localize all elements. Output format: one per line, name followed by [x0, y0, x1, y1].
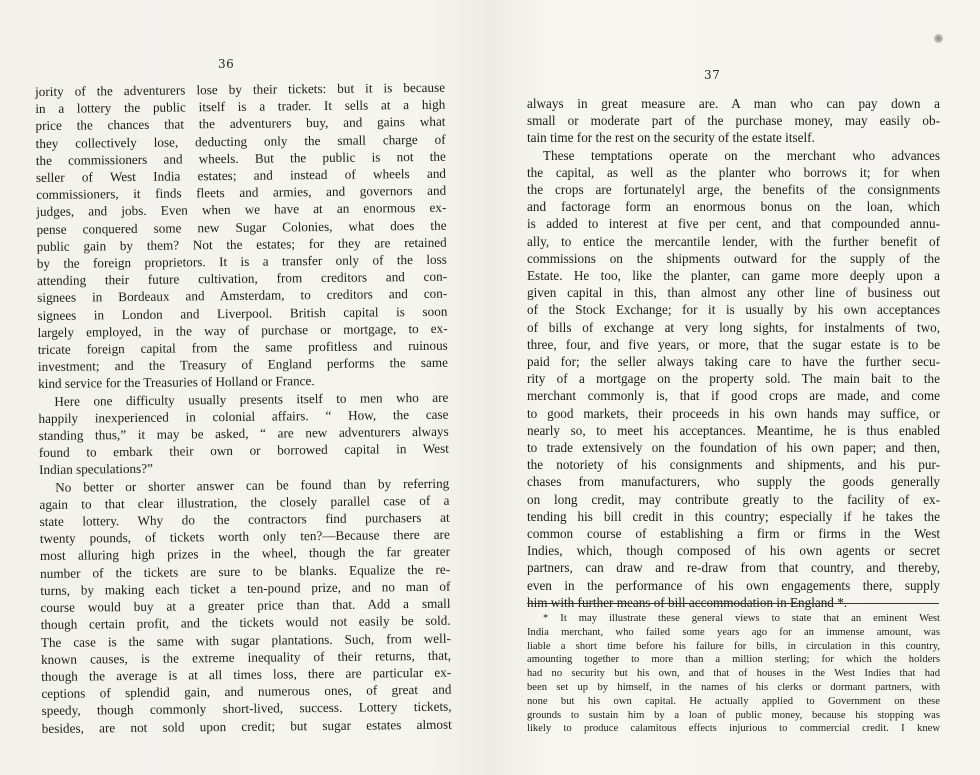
text-line: ally, to entice the mercantile lender, with the further benefit of	[527, 233, 940, 249]
text-line: though certain profit, and the tickets would not easily be sold.	[40, 612, 451, 633]
text-line: tending his bill credit in this country; especially if he takes the	[527, 508, 940, 524]
text-line: common course of establishing a firm or firms in the West	[527, 526, 940, 542]
text-line: These temptations operate on the merchant who advances	[543, 147, 940, 163]
text-line: largely employed, in the way of purchase or mortgage, to ex-	[37, 320, 448, 340]
text-line: of bills of exchange at very long sights, for instalments of two,	[527, 319, 940, 335]
text-line: No better or shorter answer can be found than by referring	[55, 475, 450, 495]
text-line: tain time for the rest on the security of the estate itself.	[527, 130, 815, 146]
text-line: though the average is at all times loss, there are particular ex-	[41, 664, 452, 684]
binding-hole-mark	[934, 34, 943, 43]
footnote	[527, 612, 940, 736]
text-line: state lottery. Why do the contractors find purchasers at	[39, 509, 450, 530]
footnote-line: * It may illustrate these general views to state that an eminent West	[543, 613, 940, 624]
text-line: the capital, as well as the planter who borrows it; for when	[527, 164, 940, 180]
footnote-line: liable a short time before his failure for bills, in circulation in this country,	[527, 640, 940, 652]
footnote-line: had no security but his own, and that of houses in the West Indies that had	[527, 668, 940, 680]
text-line: chases from manufacturers, who supply the goods generally	[527, 474, 940, 490]
footnote-line: amounting together to more than a million sterling; for which the holders	[527, 654, 940, 666]
text-line: even in the performance of his own engagements there, supply	[527, 577, 940, 593]
text-line: to good markets, their proceeds in his own hands may suffice, or	[527, 405, 940, 421]
text-line: rity of a mortgage on the property sold. The main bait to the	[527, 371, 940, 387]
text-line: Indian speculations?”	[38, 461, 154, 478]
text-line: found to embark their own or borrowed capital in West	[38, 440, 449, 461]
page-number: 37	[704, 68, 721, 82]
text-line: the notoriety of his consignments and shipments, and his pur-	[527, 457, 940, 473]
text-line: signees in London and Liverpool. British capital is soon	[37, 303, 448, 323]
footnote-rule	[527, 603, 939, 604]
text-line: always in great measure are. A man who can pay down a	[527, 96, 940, 111]
text-line: again to that clear illustration, the closely parallel case of a	[39, 492, 450, 512]
text-line: ceptions of splendid gain, and numerous ones, of great and	[41, 681, 452, 702]
footnote-line: been set up by himself, in the names of his clerks or dormant partners, with	[527, 681, 940, 693]
text-line: jority of the adventurers lose by their tickets: but it is because	[35, 79, 446, 99]
text-line: public gain by them? Not the estates; for they are retained	[36, 234, 447, 254]
text-line: twenty pounds, of tickets worth only ten?—Because there are	[39, 526, 450, 547]
text-line: happily inexperienced in colonial affairs. “ How, the case	[38, 406, 449, 426]
text-line: partners, can draw and re-draw from that country, and thereby,	[527, 560, 940, 576]
footnote-line: India merchant, who failed some years ago for an immense amount, was	[527, 626, 940, 638]
text-line: small or moderate part of the purchase money, may easily ob-	[527, 113, 940, 129]
text-line: commissions on the shipments outward for the supply of the	[527, 250, 940, 266]
text-line: to trade extensively on the foundation of his own paper; and then,	[527, 440, 940, 456]
text-line: known causes, is the extreme inequality of their returns, that,	[40, 647, 452, 667]
text-line: course would buy at a greater price than that. Add a small	[40, 595, 451, 616]
text-line: they collectively lose, deducting only the small charge of	[35, 131, 446, 151]
text-line: Indies, which, though composed of his own agents or secret	[527, 543, 940, 559]
text-line: Here one difficulty usually presents itself to men who are	[54, 389, 449, 409]
text-line: standing thus,” it may be asked, “ are new adventurers always	[38, 423, 449, 444]
footnote-line: none but his own capital. He actually applied to Government on these	[527, 695, 940, 707]
text-line: and factorage form an enormous bonus on the loan, which	[527, 199, 940, 215]
text-line: Estate. He too, like the planter, can game more deeply upon a	[527, 268, 940, 284]
text-line: nearly so, to meet his acceptances. Meantime, he is thus enabled	[527, 422, 940, 438]
body-text	[527, 95, 940, 611]
footnote-line: grounds to sustain him by a loan of public money, because his stopping was	[527, 709, 940, 721]
text-line: investment; and the Treasury of England performs the same	[37, 354, 449, 375]
text-line: him with further means of bill accommodation in England *.	[527, 594, 848, 610]
text-line: the crops are fortunatelyl arge, the benefits of the consignments	[527, 182, 940, 198]
text-line: price the chances that the adventurers buy, and gains what	[35, 114, 446, 134]
text-line: kind service for the Treasuries of Holland or France.	[38, 373, 315, 392]
text-line: signees in Bordeaux and Amsterdam, to creditors and con-	[37, 286, 448, 306]
text-line: paid for; the seller always taking care to have the further secu-	[527, 354, 940, 370]
text-line: of the Stock Exchange; for it is usually by his own acceptances	[527, 302, 940, 318]
text-line: commissioners, it finds fleets and armies, and governors and	[36, 182, 447, 203]
body-text	[35, 79, 452, 737]
text-line: attending their future cultivation, from creditors and con-	[36, 268, 448, 289]
text-line: pense conquered some new Sugar Colonies, what does the	[36, 217, 447, 237]
text-line: three, four, and five years, or more, that the sugar estate is to be	[527, 336, 940, 352]
page-number: 36	[218, 57, 235, 71]
text-line: judges, and jobs. Even when we have at an enormous ex-	[36, 200, 447, 220]
text-line: turns, by making each ticket a ten-pound prize, and no man of	[40, 578, 451, 598]
footnote-line: likely to produce calamitous effects injurious to commercial credit. I knew	[527, 723, 940, 735]
text-line: on long credit, may contribute greatly to the facility of ex-	[527, 491, 940, 507]
text-line: number of the tickets are sure to be blanks. Equalize the re-	[40, 561, 451, 581]
text-line: most alluring high prizes in the wheel, though the far greater	[39, 544, 451, 564]
text-line: merchant commonly is, that if good crops are made, and come	[527, 388, 940, 404]
text-line: the commissioners and wheels. But the public is not the	[35, 148, 446, 168]
text-line: seller of West India estates; and instead of wheels and	[35, 165, 447, 186]
text-line: given capital in this, than almost any other line of business out	[527, 285, 940, 301]
text-line: The case is the same with sugar plantations. Such, from well-	[40, 630, 451, 650]
text-line: speedy, though commonly short-lived, success. Lottery tickets,	[41, 698, 452, 719]
text-line: by the foreign proprietors. It is a transfer only of the loss	[36, 251, 447, 272]
text-line: is added to interest at five per cent, and that compounded annu-	[527, 216, 940, 232]
text-line: in a lottery the public itself is a trader. It sells at a high	[35, 96, 446, 117]
right-page	[490, 0, 980, 775]
text-line: tricate foreign capital from the same profitless and ruinous	[37, 337, 448, 358]
text-line: besides, are not sold upon credit; but sugar estates almost	[41, 716, 452, 736]
